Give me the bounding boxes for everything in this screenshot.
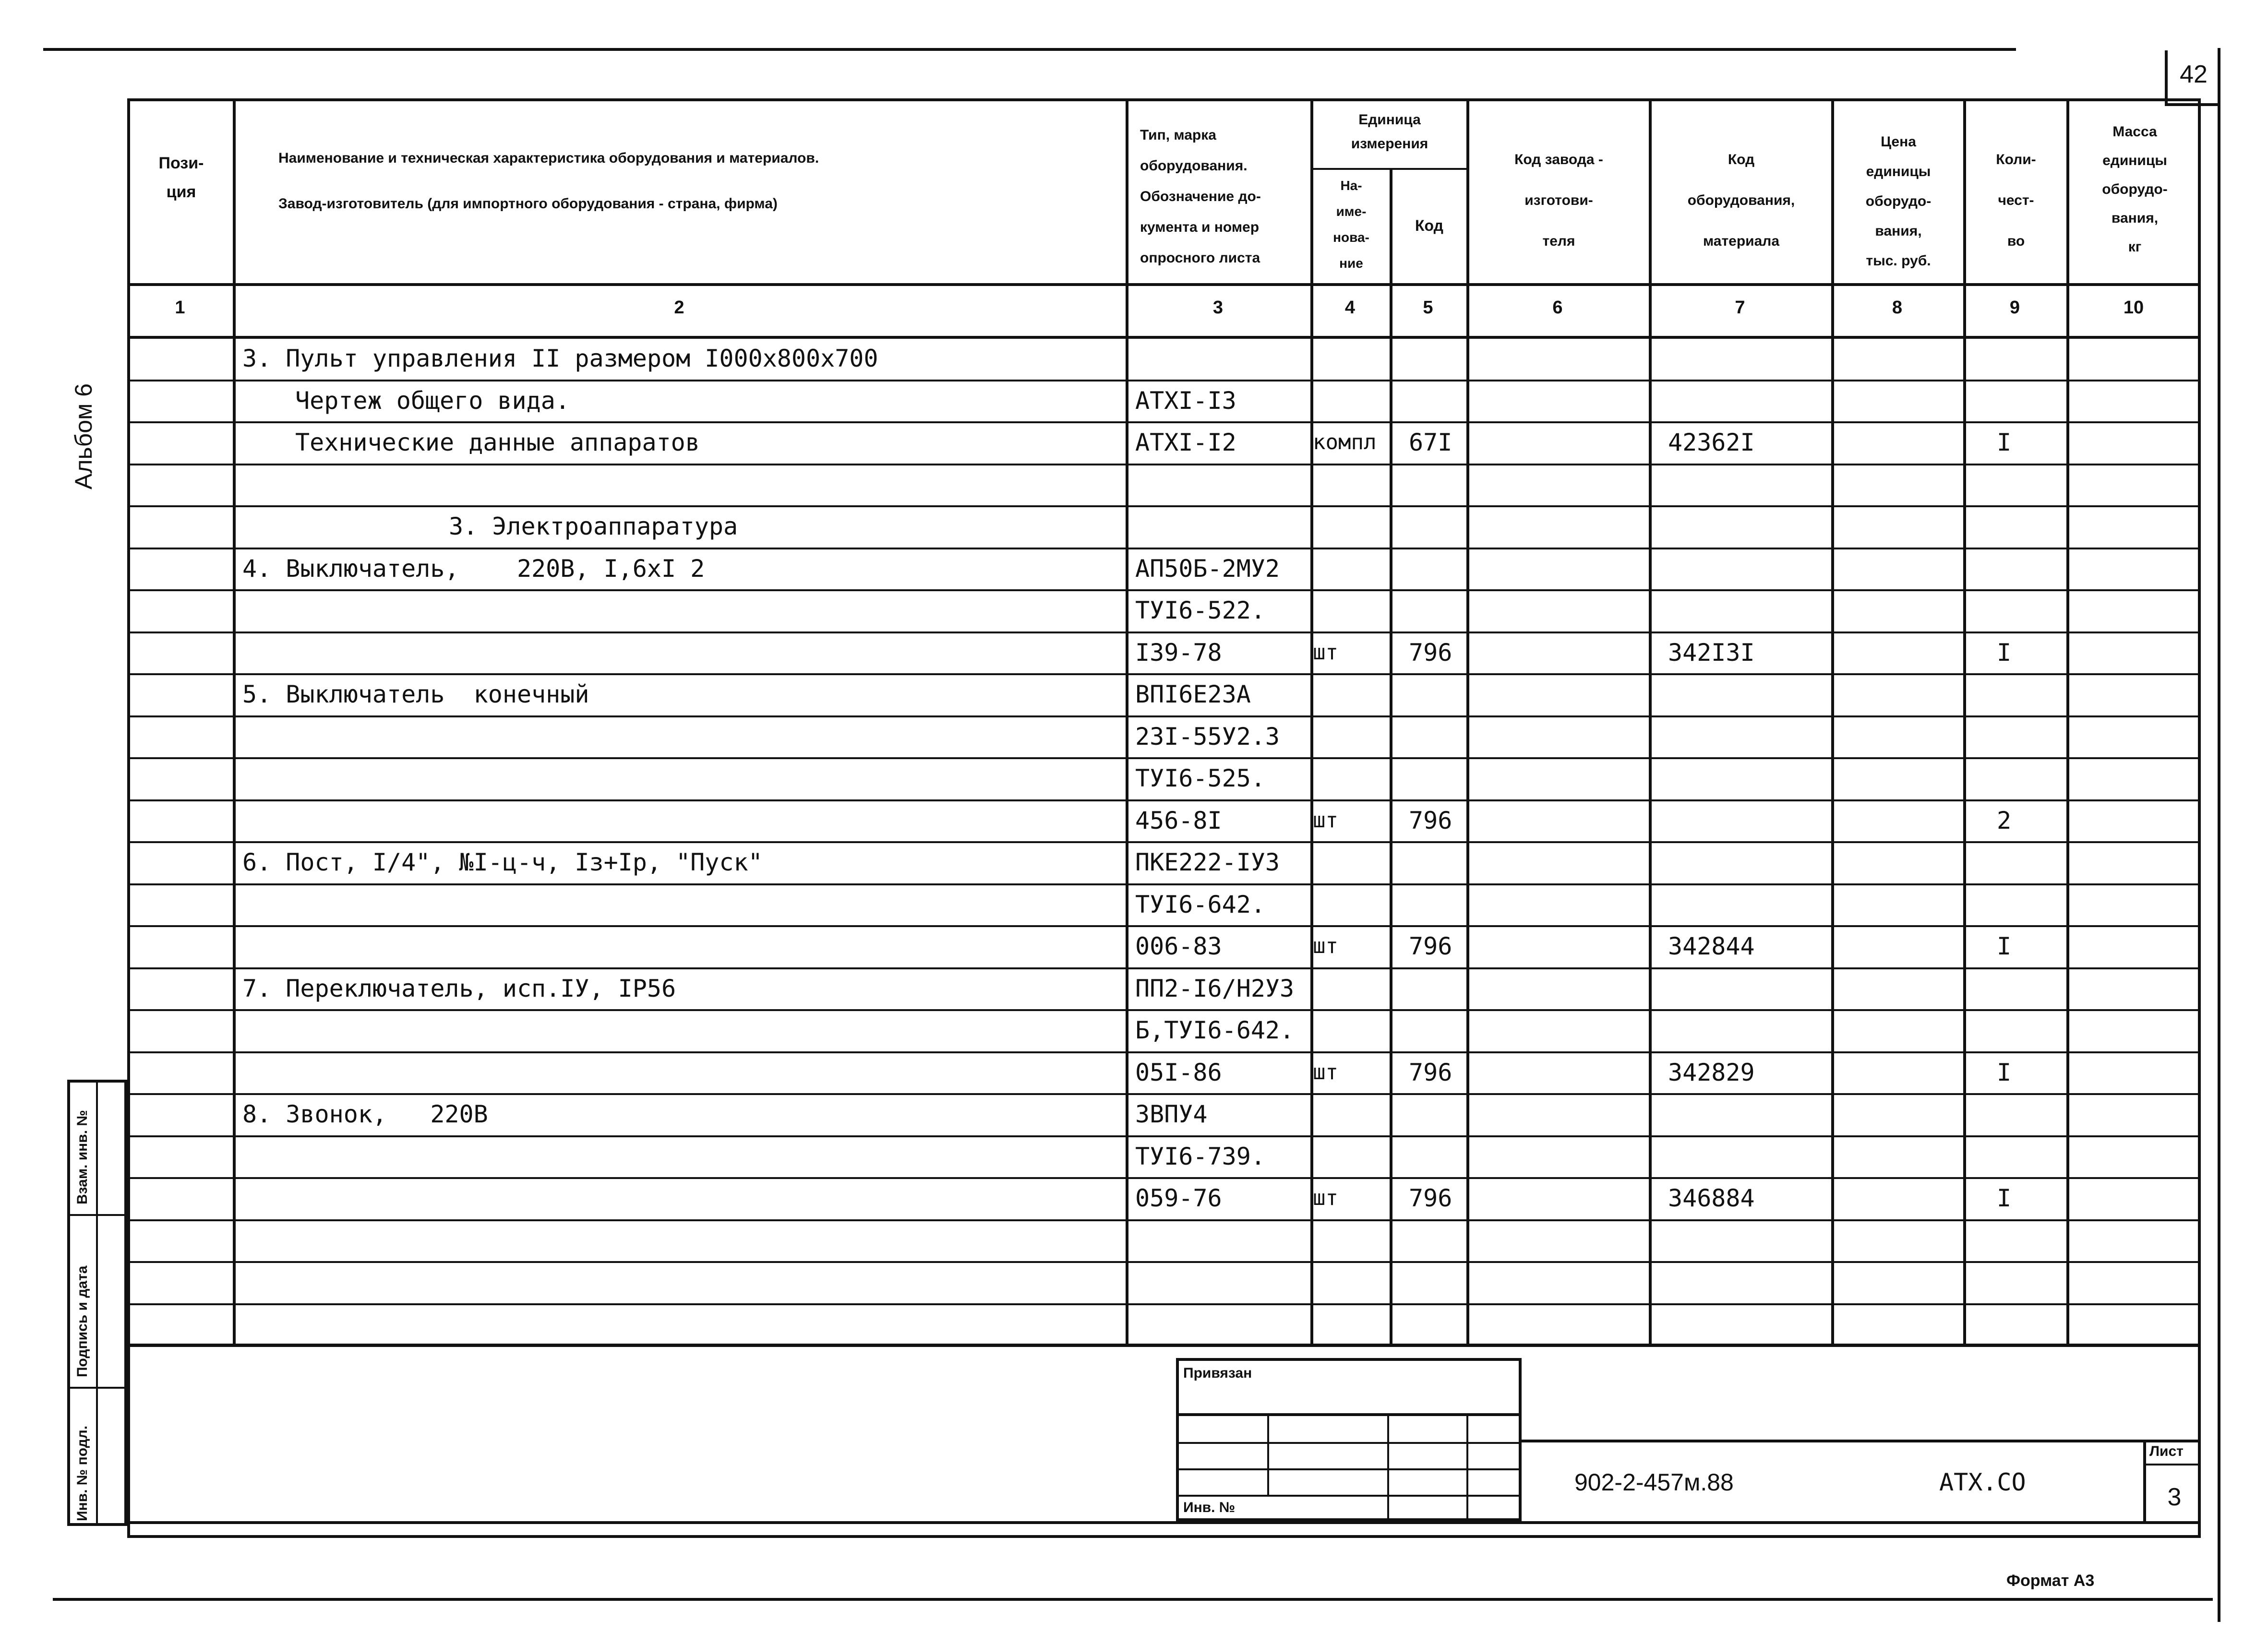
column-number: 4 [1344, 298, 1356, 318]
col-line-1 [233, 98, 236, 1344]
doc-code-main: 902-2-457 [1574, 1469, 1684, 1496]
stamp-vzam: Взам. инв. № [74, 1110, 90, 1204]
page-number: 42 [2180, 60, 2208, 88]
row-separator [127, 1261, 2201, 1263]
row-separator [127, 1303, 2201, 1305]
title-block-privyazan-box [1176, 1358, 1522, 1521]
row-type: 05I-86 [1135, 1059, 1222, 1086]
row-separator [127, 757, 2201, 759]
row-separator [127, 1219, 2201, 1221]
row-type: 456-8I [1135, 807, 1222, 834]
header-position: Пози- ция [158, 154, 204, 201]
row-type: Б,ТУI6-642. [1135, 1016, 1295, 1044]
row-equipment-code: 342829 [1668, 1059, 1755, 1086]
row-equipment-code: 346884 [1668, 1184, 1755, 1212]
row-unit-code: 796 [1409, 1059, 1452, 1086]
tb-line-a [1176, 1413, 1522, 1416]
row-name: 7. Переключатель, исп.IУ, IР56 [242, 975, 676, 1002]
row-type: ЗВПУ4 [1135, 1100, 1208, 1128]
row-quantity: I [1997, 429, 2012, 456]
row-separator [127, 380, 2201, 381]
tb-v1 [1267, 1413, 1269, 1495]
column-number: 10 [2123, 298, 2144, 318]
tb-v3 [1466, 1413, 1468, 1521]
row-unit-code: 796 [1409, 807, 1452, 834]
row-separator [127, 1051, 2201, 1053]
header-unit-name: На- име- нова- ние [1333, 178, 1369, 271]
top-rule [43, 48, 2016, 51]
stamp-inv: Инв. № подл. [74, 1425, 90, 1521]
row-type: АП50Б-2МУ2 [1135, 555, 1280, 583]
row-type: АТХI-I3 [1135, 387, 1236, 415]
unit-subheader-line [1310, 168, 1469, 170]
row-name: 3. Электроаппаратура [449, 512, 738, 540]
row-separator [127, 631, 2201, 633]
header-unit-code: Код [1415, 217, 1443, 234]
tb-line-b [1176, 1442, 1522, 1444]
row-unit-code: 796 [1409, 639, 1452, 667]
row-type: АТХI-I2 [1135, 429, 1236, 456]
header-unit: Единица измерения [1351, 112, 1428, 152]
row-unit: шт [1313, 808, 1338, 833]
column-number: 7 [1735, 298, 1745, 318]
column-number: 9 [2009, 298, 2020, 318]
row-quantity: I [1997, 1184, 2012, 1212]
row-name: 6. Пост, I/4", №I-ц-ч, Iз+Iр, "Пуск" [242, 848, 763, 876]
row-type: ТУI6-739. [1135, 1143, 1265, 1170]
header-maker-code: Код завода - изготови- теля [1514, 152, 1603, 249]
col-line-5 [1466, 98, 1469, 1344]
column-number: 6 [1552, 298, 1563, 318]
column-number: 5 [1423, 298, 1433, 318]
header-divider [127, 283, 2201, 286]
col-line-7 [1831, 98, 1834, 1344]
row-name: 4. Выключатель, 220В, I,6хI 2 [242, 555, 705, 583]
header-price: Цена единицы оборудо- вания, тыс. руб. [1865, 134, 1932, 269]
tb-line-d [1176, 1495, 1522, 1497]
row-unit-code: 796 [1409, 932, 1452, 960]
row-name: 5. Выключатель конечный [242, 680, 589, 708]
row-separator [127, 1135, 2201, 1137]
tb-line-c [1176, 1468, 1522, 1470]
row-separator [127, 464, 2201, 465]
doc-code-suffix: м.88 [1683, 1469, 1734, 1496]
row-type: ТУI6-522. [1135, 596, 1265, 624]
col-line-2 [1126, 98, 1128, 1344]
row-type: ПП2-I6/Н2У3 [1135, 975, 1295, 1002]
row-separator [127, 1093, 2201, 1095]
row-type: ТУI6-642. [1135, 891, 1265, 918]
tb-main-top [1522, 1440, 2201, 1442]
row-unit: шт [1313, 1060, 1338, 1084]
doc-mark: АТХ.СО [1939, 1468, 2026, 1496]
column-number: 1 [175, 298, 185, 318]
row-name: 3. Пульт управления II размером I000х800х700 [242, 345, 878, 372]
row-name: Чертеж общего вида. [295, 387, 570, 415]
row-separator [127, 589, 2201, 591]
row-type: ТУI6-525. [1135, 764, 1265, 792]
row-quantity: I [1997, 639, 2012, 667]
row-quantity: I [1997, 932, 2012, 960]
col-line-8 [1963, 98, 1966, 1344]
doc-code [1574, 1468, 1734, 1496]
tb-main-bottom [127, 1521, 2201, 1524]
row-type: 006-83 [1135, 932, 1222, 960]
col-line-6 [1649, 98, 1652, 1344]
row-separator [127, 715, 2201, 717]
tb-v2 [1387, 1413, 1389, 1521]
row-quantity: I [1997, 1059, 2012, 1086]
privyazan-label: Привязан [1183, 1365, 1252, 1381]
column-number: 3 [1212, 298, 1224, 318]
row-equipment-code: 342844 [1668, 932, 1755, 960]
column-number: 8 [1892, 298, 1903, 318]
header-type: Тип, марка оборудования. Обозначение до- кумента и номер опросного листа [1140, 127, 1261, 266]
album-label: Альбом 6 [70, 383, 97, 489]
row-unit-code: 67I [1409, 429, 1452, 456]
sheet-number: 3 [2167, 1483, 2182, 1511]
row-separator [127, 841, 2201, 843]
sheet-label: Лист [2149, 1443, 2184, 1459]
row-separator [127, 967, 2201, 969]
tb-sheet-hline [2143, 1464, 2201, 1465]
bottom-rule [53, 1598, 2213, 1601]
row-separator [127, 421, 2201, 423]
row-equipment-code: 42362I [1668, 429, 1755, 456]
row-separator [127, 1177, 2201, 1179]
header-eq-code: Код оборудования, материала [1687, 152, 1795, 249]
row-type: 059-76 [1135, 1184, 1222, 1212]
stamp-podpis: Подпись и дата [74, 1265, 90, 1377]
row-type: ВПI6Е23А [1135, 680, 1251, 708]
col-line-3 [1310, 98, 1313, 1344]
row-type: ПКЕ222-IУ3 [1135, 848, 1280, 876]
header-name-line2: Завод-изготовитель (для импортного оборудования - страна, фирма) [278, 196, 778, 212]
header-name-line1: Наименование и техническая характеристика оборудования и материалов. [278, 150, 819, 166]
row-separator [127, 925, 2201, 927]
col-line-4 [1390, 168, 1392, 1344]
row-separator [127, 505, 2201, 507]
column-number: 2 [674, 298, 684, 318]
row-separator [127, 548, 2201, 549]
row-separator [127, 673, 2201, 675]
row-separator [127, 1009, 2201, 1011]
right-rule [2218, 48, 2220, 1622]
row-unit: компл [1313, 430, 1377, 454]
row-equipment-code: 342I3I [1668, 639, 1755, 667]
row-unit: шт [1313, 1186, 1338, 1210]
side-stamp-vline [96, 1080, 98, 1526]
row-separator [127, 1345, 2201, 1347]
row-unit: шт [1313, 640, 1338, 665]
inv-no-label: Инв. № [1183, 1500, 1236, 1515]
row-name: Технические данные аппаратов [295, 429, 700, 456]
col-line-9 [2066, 98, 2069, 1344]
format-label: Формат А3 [2006, 1572, 2095, 1590]
row-unit: шт [1313, 934, 1338, 958]
row-separator [127, 799, 2201, 801]
row-separator [127, 883, 2201, 885]
colnum-divider [127, 336, 2201, 339]
tb-sheet-vline [2143, 1440, 2146, 1521]
header-qty: Коли- чест- во [1996, 152, 2036, 249]
header-mass: Масса единицы оборудо- вания, кг [2102, 124, 2168, 255]
row-type: 23I-55У2.3 [1135, 723, 1280, 751]
row-quantity: 2 [1997, 807, 2012, 834]
row-type: I39-78 [1135, 639, 1222, 667]
row-unit-code: 796 [1409, 1184, 1452, 1212]
row-name: 8. Звонок, 220В [242, 1100, 488, 1128]
